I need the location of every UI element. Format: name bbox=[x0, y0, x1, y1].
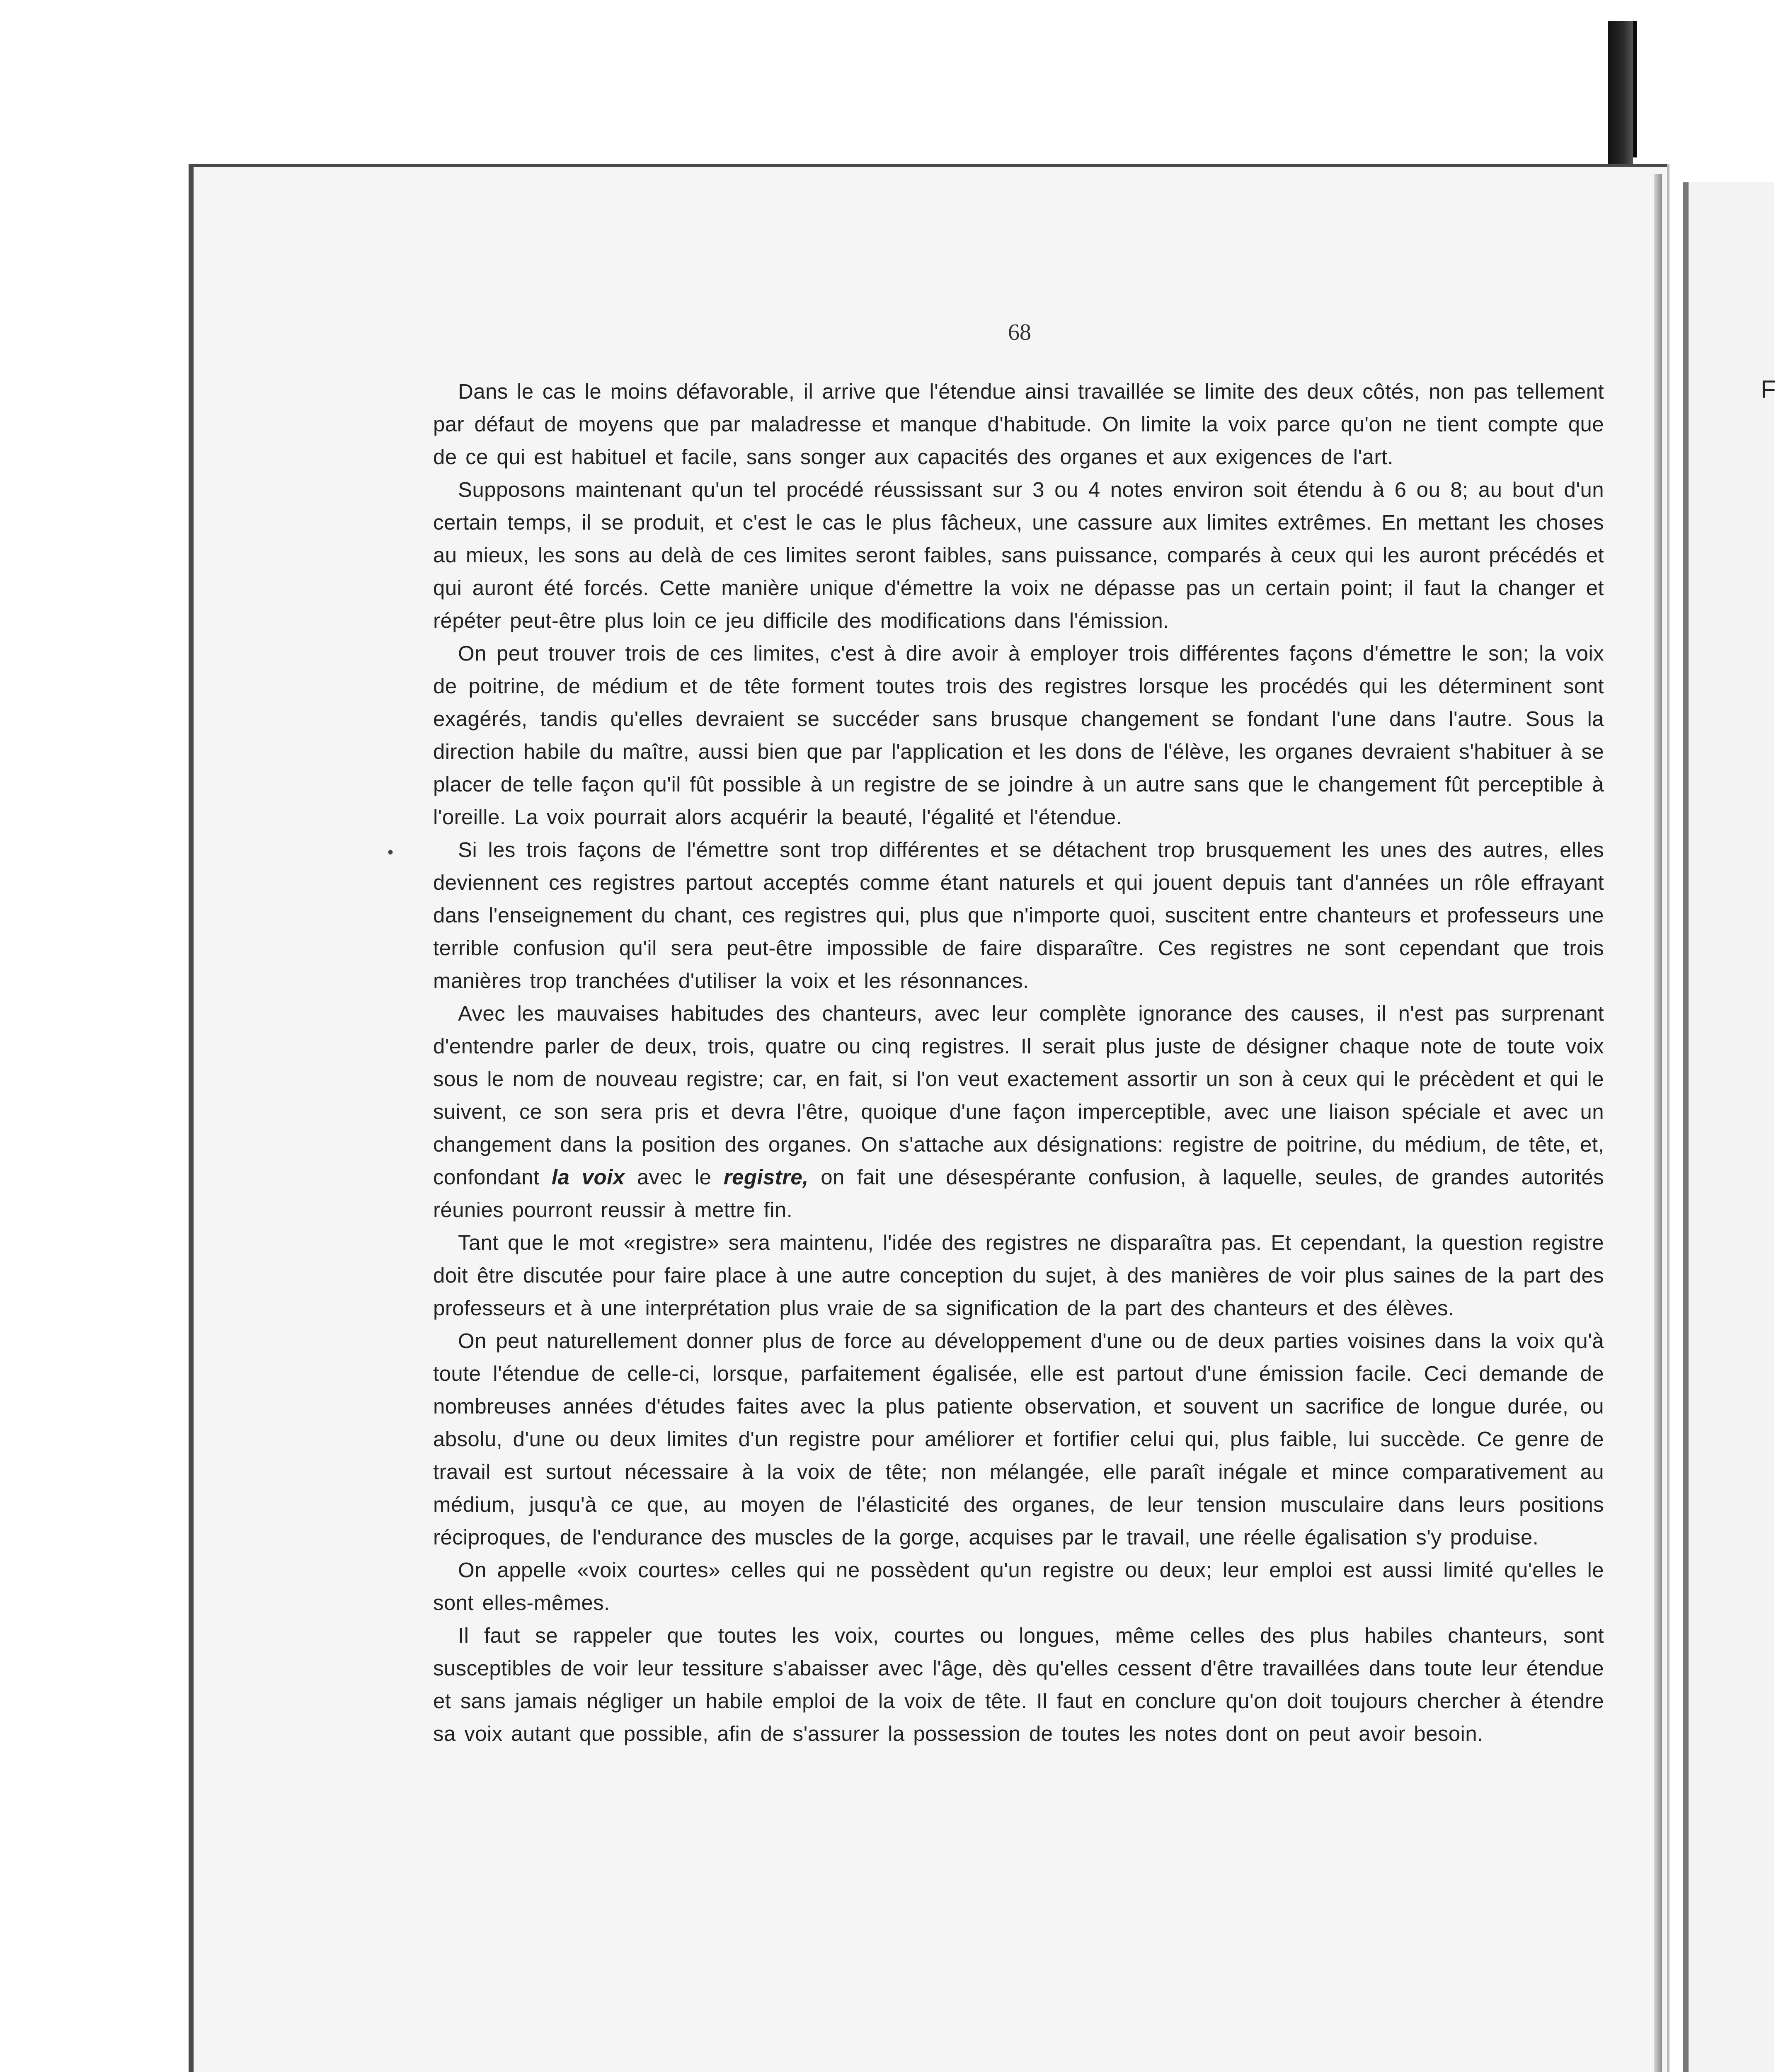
paragraph-7: On peut naturellement donner plus de force au développement d'une ou de deux parties voisines dans la voix qu'à toute l'étendue de celle-ci, lorsque, parfaitement égalisée, elle est partout d'une émission facile. Ceci demande de nombreuses années d'études faites avec la plus patiente observation, et souvent un sacrifice de longue durée, ou absolu, d'une ou deux limites d'un registre pour améliorer et fortifier celui qui, plus faible, lui succède. Ce genre de travail est surtout nécessaire à la voix de tête; non mélangée, elle paraît inégale et mince comparativement au médium, jusqu'à ce que, au moyen de l'élasticité des organes, de leur tension musculaire dans leurs positions réciproques, de l'endurance des muscles de la gorge, acquises par le travail, une réelle égalisation s'y produise. bbox=[433, 1329, 1604, 1549]
margin-mark: • bbox=[388, 843, 394, 862]
paragraph-6: Tant que le mot «registre» sera maintenu, l'idée des registres ne disparaîtra pas. Et cependant, la question registre doit être discutée pour faire place à une autre conception du sujet, à des manières de voir plus saines de la part des professeurs et à une interprétation plus vraie de sa signification de la part des chanteurs et des élèves. bbox=[433, 1231, 1604, 1320]
paragraph-2: Supposons maintenant qu'un tel procédé réussissant sur 3 ou 4 notes environ soit étendu à 6 ou 8; au bout d'un certain temps, il se produit, et c'est le cas le plus fâcheux, une cassure aux limites extrêmes. En mettant les choses au mieux, les sons au delà de ces limites seront faibles, sans puissance, comparés à ceux qui les auront précédés et qui auront été forcés. Cette manière unique d'émettre la voix ne dépasse pas un certain point; il faut la changer et répéter peut-être plus loin ce jeu difficile des modifications dans l'émission. bbox=[433, 478, 1604, 632]
paragraph-9: Il faut se rappeler que toutes les voix, courtes ou longues, même celles des plus habiles chanteurs, sont susceptibles de voir leur tessiture s'abaisser avec l'âge, dès qu'elles cessent d'être travaillées dans toute leur étendue et sans jamais négliger un habile emploi de la voix de tête. Il faut en conclure qu'on doit toujours chercher à étendre sa voix autant que possible, afin de s'assurer la possession de toutes les notes dont on peut avoir besoin. bbox=[433, 1624, 1604, 1745]
paragraph-8: On appelle «voix courtes» celles qui ne possèdent qu'un registre ou deux; leur emploi est aussi limité qu'elles le sont elles-mêmes. bbox=[433, 1558, 1604, 1615]
next-page-letter: F bbox=[1761, 375, 1776, 403]
paragraph-1: Dans le cas le moins défavorable, il arrive que l'étendue ainsi travaillée se limite des deux côtés, non pas tellement par défaut de moyens que par maladresse et manque d'habitude. On limite la voix parce qu'on ne tient compte que de ce qui est habituel et facile, sans songer aux capacités des organes et aux exigences de l'art. bbox=[433, 380, 1604, 469]
page-spine-shadow bbox=[1654, 174, 1662, 2072]
paragraph-5-part-3: on fait une désespérante confusion, à laquelle, seules, de grandes autorités réunies pourront reussir à mettre fin. bbox=[433, 1165, 1604, 1222]
text-body bbox=[433, 375, 1604, 1750]
paragraph-5 bbox=[433, 997, 1604, 1226]
paragraph-5-part-2: avec le bbox=[637, 1165, 712, 1189]
paragraph-4: Si les trois façons de l'émettre sont trop différentes et se détachent trop brusquement les unes des autres, elles deviennent ces registres partout acceptés comme étant naturels et qui jouent depuis tant d'années un rôle effrayant dans l'enseignement du chant, ces registres qui, plus que n'importe quoi, suscitent entre chanteurs et professeurs une terrible confusion qu'il sera peut-être impossible de faire disparaître. Ces registres ne sont cependant que trois manières trop tranchées d'utiliser la voix et les résonnances. bbox=[433, 838, 1604, 992]
next-page-edge bbox=[1683, 182, 1774, 2072]
italic-registre: registre, bbox=[723, 1165, 809, 1189]
paragraph-5-part-1: Avec les mauvaises habitudes des chanteurs, avec leur complète ignorance des causes, il n'est pas surprenant d'entendre parler de deux, trois, quatre ou cinq registres. Il serait plus juste de désigner chaque note de toute voix sous le nom de nouveau registre; car, en fait, si l'on veut exactement assortir un son à ceux qui le précèdent et qui le suivent, ce son sera pris et devra l'être, quoique d'une façon imperceptible, avec une liaison spéciale et avec un changement dans la position des organes. On s'attache aux désignations: registre de poitrine, du médium, de tête, et, confondant bbox=[433, 1002, 1604, 1189]
italic-la-voix: la voix bbox=[551, 1165, 625, 1189]
page-number: 68 bbox=[1008, 320, 1031, 345]
paragraph-3: On peut trouver trois de ces limites, c'est à dire avoir à employer trois différentes façons d'émettre le son; la voix de poitrine, de médium et de tête forment toutes trois des registres lorsque les procédés qui les déterminent sont exagérés, tandis qu'elles devraient se succéder sans brusque changement se fondant l'une dans l'autre. Sous la direction habile du maître, aussi bien que par l'application et les dons de l'élève, les organes devraient s'habituer à se placer de telle façon qu'il fût possible à un registre de se joindre à un autre sans que le changement fût perceptible à l'oreille. La voix pourrait alors acquérir la beauté, l'égalité et l'étendue. bbox=[433, 641, 1604, 829]
